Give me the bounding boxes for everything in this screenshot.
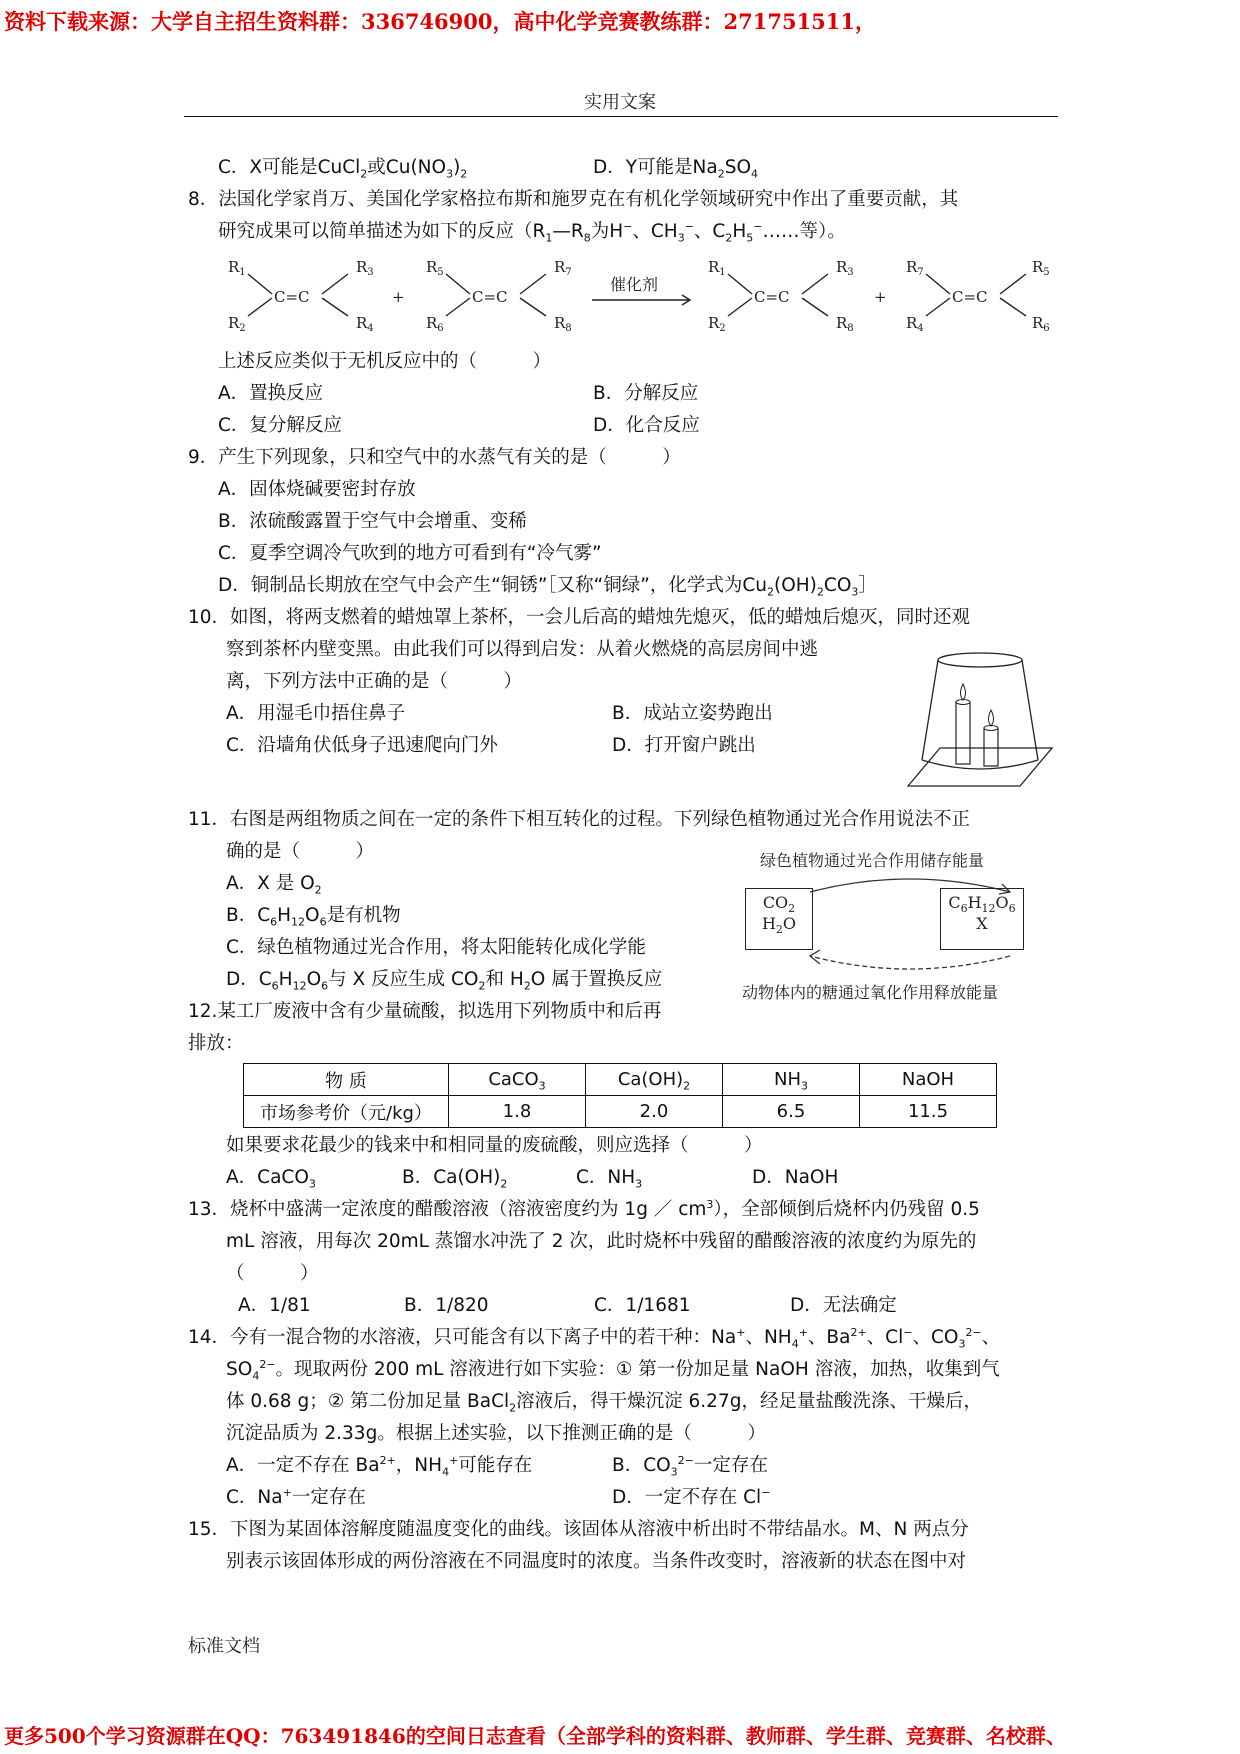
photosynthesis-label: 绿色植物通过光合作用储存能量 [760,851,985,870]
svg-text:R8: $R_8$ [836,314,854,334]
table-cell: NaOH [860,1064,997,1096]
table-cell: CaCO$_3$ [449,1064,586,1096]
q10-stem-line1: 10．如图，将两支燃着的蜡烛罩上茶杯，一会儿后高的蜡烛先熄灭，低的蜡烛后熄灭，同时还观 [188,607,971,628]
svg-text:R5: $R_5$ [1032,258,1050,278]
table-cell: 6.5 [723,1096,860,1128]
q13-option-d: D．无法确定 [790,1295,897,1316]
q8-option-a: A．置换反应 [218,383,324,404]
svg-text:R6: $R_6$ [1032,314,1050,334]
q14-stem-line1: 14．今有一混合物的水溶液，只可能含有以下离子中的若干种：Na+、$NH_4^+$、$Ba^{2+}$、Cl−、$CO_3^{2-}$、 [188,1325,1001,1351]
svg-text:R6: $R_6$ [426,314,444,334]
q10-option-d: D．打开窗户跳出 [612,735,756,756]
q10-option-b: B．成站立姿势跑出 [612,703,773,724]
q15-stem-line2: 别表示该固体形成的两份溶液在不同温度时的浓度。当条件改变时，溶液新的状态在图中对 [226,1551,967,1572]
q12-option-b: B．$Ca(OH)_2$ [402,1167,508,1191]
q12-option-c: C．$NH_3$ [576,1167,643,1191]
q14-option-a: A．一定不存在 $Ba^{2+}$，$NH_4^+$可能存在 [226,1453,533,1479]
price-table [243,1063,997,1128]
table-cell: $Ca(OH)_2$ [586,1064,723,1096]
q15-stem-line1: 15．下图为某固体溶解度随温度变化的曲线。该固体从溶液中析出时不带结晶水。M、N 两点分 [188,1519,969,1540]
table-cell: 11.5 [860,1096,997,1128]
q14-option-b: B．$CO_3^{2-}$一定存在 [612,1453,768,1479]
q13-option-c: C．1/1681 [594,1295,691,1316]
svg-text:+: + [874,288,887,306]
q11-stem-line1: 11．右图是两组物质之间在一定的条件下相互转化的过程。下列绿色植物通过光合作用说法不正 [188,809,971,830]
reactant-box: $CO_2$ $H_2O$ [745,888,813,950]
q10-stem-line3: 离，下列方法中正确的是（ ） [226,671,523,692]
q11-stem-line2: 确的是（ ） [226,841,375,862]
q10-option-a: A．用湿毛巾捂住鼻子 [226,703,406,724]
page-header: 实用文案 [584,92,656,113]
q14-option-c: C．Na+一定存在 [226,1485,366,1508]
q12-stem-line1: 12.某工厂废液中含有少量硫酸，拟选用下列物质中和后再 [188,1001,662,1022]
svg-text:R5: $R_5$ [426,258,444,278]
q14-stem-line2: $SO_4^{2-}$。现取两份 200 mL 溶液进行如下实验：① 第一份加足量 NaOH 溶液，加热，收集到气 [226,1357,1000,1383]
q14-option-d: D．一定不存在 Cl− [612,1485,771,1508]
svg-text:R2: $R_2$ [228,314,246,334]
svg-text:R3: $R_3$ [356,258,374,278]
q11-option-d: D．$C_6H_{12}O_6$与 X 反应生成 $CO_2$和 $H_2O$ 属于置换反应 [226,969,663,993]
q12-option-a: A．CaCO$_3$ [226,1167,316,1191]
q8-option-c: C．复分解反应 [218,415,342,436]
q9-option-d: D．铜制品长期放在空气中会产生“铜锈”［又称“铜绿”，化学式为$Cu_2(OH)_2CO_3]$ [218,575,877,599]
page-footer: 标准文档 [188,1636,260,1657]
svg-text:R4: $R_4$ [356,314,374,334]
q8-option-b: B．分解反应 [593,383,699,404]
q13-stem-line3: （ ） [226,1263,319,1284]
product-box: $C_6H_{12}O_6$ X [940,888,1024,950]
q7-option-c: C．X可能是CuCl$_2$或$Cu(NO_3)_2$ [218,157,468,181]
table-cell: 1.8 [449,1096,586,1128]
q12-prompt: 如果要求花最少的钱来中和相同量的废硫酸，则应选择（ ） [226,1135,763,1156]
table-header-substance: 物 质 [244,1064,449,1096]
svg-text:C=C: C=C [952,288,988,306]
q10-option-c: C．沿墙角伏低身子迅速爬向门外 [226,735,498,756]
svg-text:R1: $R_1$ [228,258,246,278]
svg-text:C=C: C=C [472,288,508,306]
svg-text:C=C: C=C [754,288,790,306]
q14-stem-line3: 体 0.68 g；② 第二份加足量 BaCl$_2$溶液后，得干燥沉淀 6.27g，经足量盐酸洗涤、干燥后， [226,1391,982,1415]
svg-text:R1: $R_1$ [708,258,726,278]
top-banner: 资料下载来源：大学自主招生资料群：336746900，高中化学竞赛教练群：271751511， [4,9,877,34]
svg-text:R7: $R_7$ [554,258,572,278]
q9-option-c: C．夏季空调冷气吹到的地方可看到有“冷气雾” [218,543,602,564]
svg-text:+: + [392,288,405,306]
bottom-banner: 更多500个学习资源群在QQ：763491846的空间日志查看（全部学科的资料群、教师群、学生群、竞赛群、名校群、 [4,1724,1066,1748]
header-rule [184,116,1058,117]
svg-text:R8: $R_8$ [554,314,572,334]
q8-stem-line1: 8．法国化学家肖万、美国化学家格拉布斯和施罗克在有机化学领域研究中作出了重要贡献，其 [188,189,959,210]
table-cell: 2.0 [586,1096,723,1128]
svg-text:R7: $R_7$ [906,258,924,278]
table-row-label: 市场参考价（元/kg） [244,1096,449,1128]
q10-stem-line2: 察到茶杯内壁变黑。由此我们可以得到启发：从着火燃烧的高层房间中逃 [226,639,819,660]
svg-text:R2: $R_2$ [708,314,726,334]
q8-stem-line2: 研究成果可以简单描述为如下的反应（$R_1—R_8$为H−、$CH_3^-$、$C_2H_5^-\dots\dots$等）。 [218,219,846,245]
catalyst-label: 催化剂 [610,275,659,294]
q11-option-c: C．绿色植物通过光合作用，将太阳能转化成化学能 [226,937,646,958]
q13-stem-line1: 13．烧杯中盛满一定浓度的醋酸溶液（溶液密度约为 1g ／ $cm^3$），全部倾倒后烧杯内仍残留 0.5 [188,1197,980,1220]
svg-text:R4: $R_4$ [906,314,924,334]
q12-option-d: D．NaOH [752,1167,839,1188]
q12-stem-line2: 排放： [188,1033,244,1054]
oxidation-label: 动物体内的糖通过氧化作用释放能量 [742,983,999,1002]
q7-option-d: D．Y可能是$Na_2SO_4$ [593,157,759,181]
q13-option-a: A．1/81 [238,1295,311,1316]
q9-stem: 9．产生下列现象，只和空气中的水蒸气有关的是（ ） [188,447,681,468]
q8-option-d: D．化合反应 [593,415,700,436]
q8-prompt: 上述反应类似于无机反应中的（ ） [218,351,552,372]
q11-option-a: A．X 是 $O_2$ [226,873,322,897]
q14-stem-line4: 沉淀品质为 2.33g。根据上述实验，以下推测正确的是（ ） [226,1423,766,1444]
svg-text:C=C: C=C [274,288,310,306]
svg-text:R3: $R_3$ [836,258,854,278]
q13-stem-line2: mL 溶液，用每次 20mL 蒸馏水冲洗了 2 次，此时烧杯中残留的醋酸溶液的浓度约为原先的 [226,1231,977,1252]
candle-cup-illustration [904,650,1054,792]
olefin-metathesis-diagram [220,254,1060,334]
q11-option-b: B．$C_6H_{12}O_6$是有机物 [226,905,401,929]
q9-option-a: A．固体烧碱要密封存放 [218,479,416,500]
q9-option-b: B．浓硫酸露置于空气中会增重、变稀 [218,511,527,532]
table-cell: $NH_3$ [723,1064,860,1096]
q13-option-b: B．1/820 [404,1295,489,1316]
